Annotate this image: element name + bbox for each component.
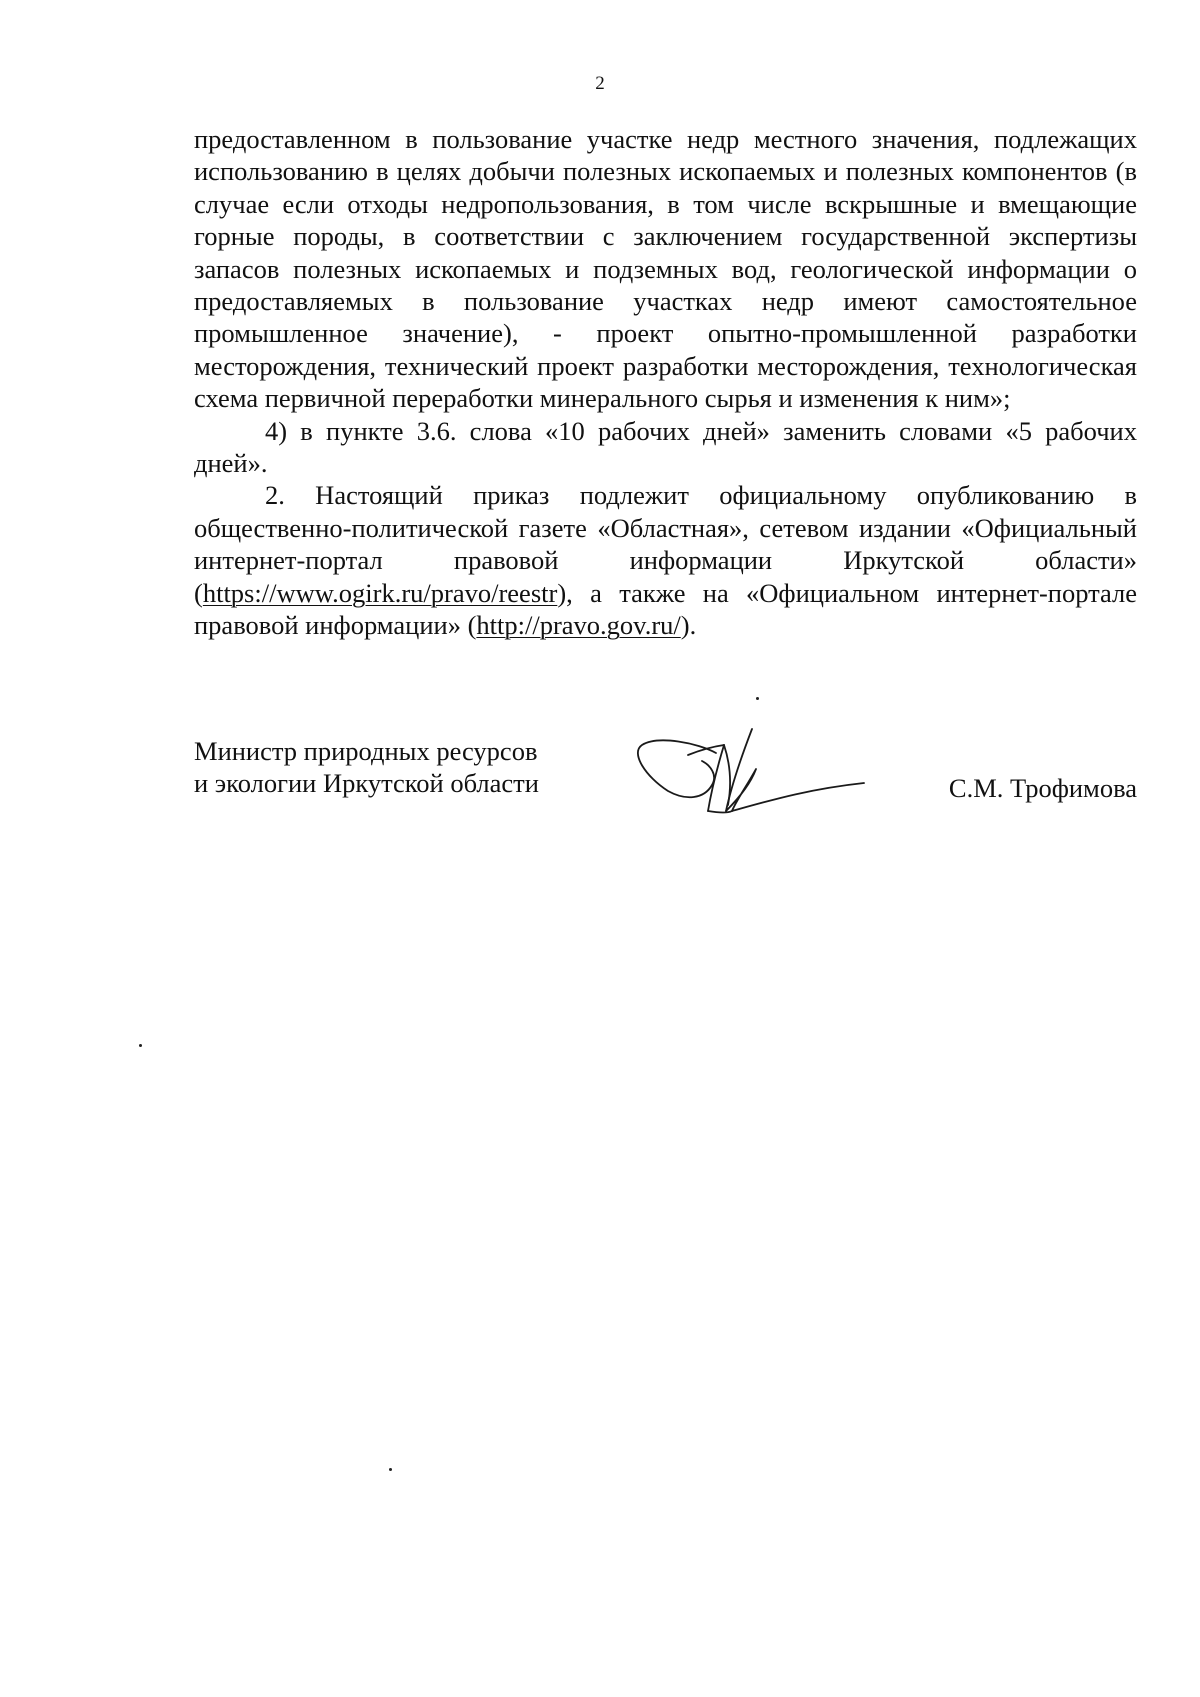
scan-speck bbox=[389, 1468, 392, 1471]
publication-text-middle: ), а также на «Официальном интернет-портале правовой информации» ( bbox=[194, 577, 1137, 641]
signer-name: С.М. Трофимова bbox=[948, 773, 1137, 803]
publication-text-end: ). bbox=[680, 610, 697, 641]
page-number: 2 bbox=[595, 73, 605, 94]
publication-text-start: 2. Настоящий приказ подлежит официальному опубликованию в общественно-политической газете «Областная», сетевом издании «Официальный интернет-портал правовой информации Иркутской области» ( bbox=[194, 480, 1137, 608]
signer-position-line-1: Министр природных ресурсов bbox=[194, 736, 538, 766]
document-body bbox=[194, 123, 1137, 642]
paragraph-publication bbox=[194, 479, 1137, 641]
signer-position bbox=[194, 735, 614, 800]
scan-speck bbox=[139, 1044, 142, 1047]
handwritten-signature-icon bbox=[628, 725, 868, 825]
paragraph-item-4: 4) в пункте 3.6. слова «10 рабочих дней» заменить словами «5 рабочих дней». bbox=[194, 415, 1137, 479]
paragraph-continuation: предоставленном в пользование участке недр местного значения, подлежащих использованию в целях добычи полезных ископаемых и полезных компонентов (в случае если отходы недропользования, в том числе вскрышные и вмещающие горные породы, в соответствии с заключением государственной экспертизы запасов полезных ископаемых и подземных вод, геологической информации о предоставляемых в пользование участках недр имеют самостоятельное промышленное значение), - проект опытно-промышленной разработки месторождения, технический проект разработки месторождения, технологическая схема первичной переработки минерального сырья и изменения к ним»; bbox=[194, 124, 1137, 414]
signer-position-line-2: и экологии Иркутской области bbox=[194, 768, 539, 799]
signature-block bbox=[194, 735, 1137, 825]
link-pravo-gov[interactable]: http://pravo.gov.ru/ bbox=[476, 610, 681, 641]
link-ogirk-reestr[interactable]: https://www.ogirk.ru/pravo/reestr bbox=[202, 577, 558, 608]
scan-speck bbox=[756, 697, 759, 700]
